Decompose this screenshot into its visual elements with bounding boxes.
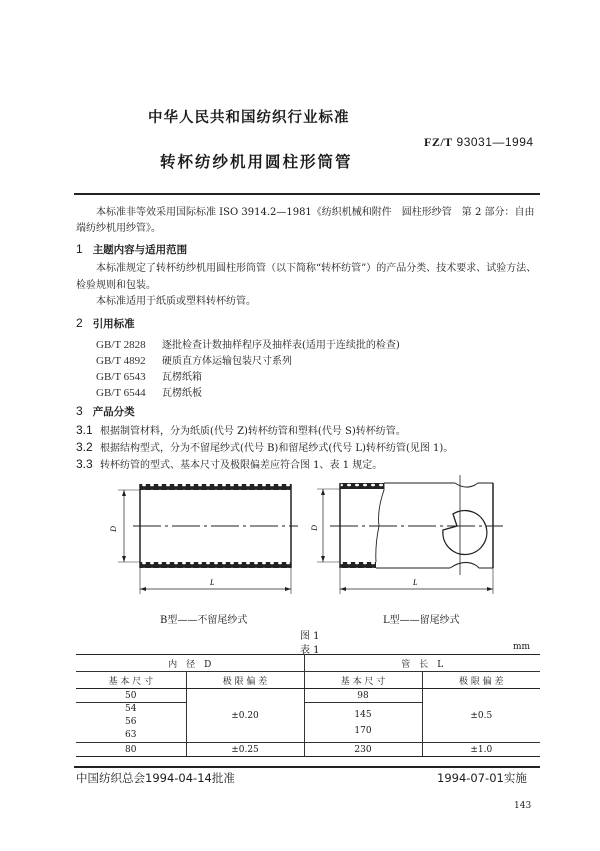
intro-line-1: 本标准非等效采用国际标准 ISO 3914.2—1981《纺织机械和附件 圆柱形纱管 第 2 部分：自由	[96, 207, 535, 218]
cell-d-basic: 50	[76, 689, 186, 703]
header-tube-length: 管 长 L	[304, 655, 540, 672]
section-1-para-1-cont: 检验规则和包装。	[76, 280, 156, 291]
label-d: D	[109, 526, 118, 532]
col-header-d-basic: 基 本 尺 寸	[76, 672, 186, 689]
section-1-heading: 1 主题内容与适用范围	[76, 242, 188, 256]
label-l: L	[413, 578, 418, 587]
cell-l-basic: 230	[304, 743, 422, 757]
reference-item: GB/T 2828 逐批检查计数抽样程序及抽样表(适用于连续批的检查)	[96, 339, 400, 351]
col-header-l-tolerance: 极 限 偏 差	[422, 672, 540, 689]
page-number: 143	[514, 801, 532, 811]
table-number: 表 1	[300, 645, 320, 656]
cell-l-basic: 98	[304, 689, 422, 703]
cell-l-basic: 145	[354, 709, 372, 720]
cell-d-tolerance: ±0.25	[186, 743, 304, 757]
cell-d-basic: 63	[76, 729, 186, 743]
document-title: 转杯纺纱机用圆柱形筒管	[160, 153, 353, 171]
figure-number: 图 1	[300, 631, 320, 642]
section-2-heading: 2 引用标准	[76, 316, 135, 330]
section-1-para-1: 本标准规定了转杯纺纱机用圆柱形筒管（以下简称“转杯纺管”）的产品分类、技术要求、试验方法、	[96, 263, 537, 274]
section-1-para-2: 本标准适用于纸质或塑料转杯纺管。	[96, 296, 256, 307]
cell-l-tolerance: ±0.5	[422, 689, 540, 743]
header-inner-diameter: 内 径 D	[76, 655, 304, 672]
table-unit: mm	[513, 642, 531, 652]
reference-item: GB/T 6543 瓦楞纸箱	[96, 371, 202, 383]
col-header-l-basic: 基 本 尺 寸	[304, 672, 422, 689]
approval-info: 中国纺织总会1994-04-14批准	[76, 771, 235, 785]
issuing-organization: 中华人民共和国纺织行业标准	[148, 110, 350, 126]
cell-d-basic: 56	[76, 716, 186, 729]
figure-b-type-tube	[100, 470, 320, 600]
figure-caption-l: L型——留尾纱式	[383, 615, 460, 626]
standard-code-prefix: FZ/T	[424, 135, 453, 149]
figure-caption-b: B型——不留尾纱式	[160, 615, 248, 626]
reference-item: GB/T 4892 硬质直方体运输包装尺寸系列	[96, 355, 292, 367]
footer-divider	[74, 766, 540, 768]
dimensions-table	[76, 654, 540, 757]
standard-code-number: 93031—1994	[456, 135, 534, 149]
section-3-heading: 3 产品分类	[76, 404, 135, 418]
cell-l-tolerance: ±1.0	[470, 744, 493, 755]
label-l: L	[210, 578, 215, 587]
label-d: D	[310, 525, 319, 531]
cell-l-basic-group	[304, 703, 422, 743]
reference-item: GB/T 6544 瓦楞纸板	[96, 387, 202, 399]
cell-d-basic: 80	[76, 743, 186, 757]
cell-l-basic: 170	[354, 725, 372, 736]
figure-l-type-tube	[305, 470, 525, 600]
col-header-d-tolerance: 极 限 偏 差	[186, 672, 304, 689]
clause-3-2: 3.2 根据结构型式，分为不留尾纱式(代号 B)和留尾纱式(代号 L)转杯纺管(见图 1)。	[76, 440, 454, 454]
cell-d-basic: 54	[76, 703, 186, 716]
header-divider	[74, 193, 540, 195]
implementation-date: 1994-07-01实施	[437, 771, 527, 785]
standard-code	[424, 135, 534, 150]
cell-d-tolerance: ±0.20	[186, 689, 304, 743]
clause-3-3: 3.3 转杯纺管的型式、基本尺寸及极限偏差应符合图 1、表 1 规定。	[76, 457, 383, 471]
clause-3-1: 3.1 根据制管材料，分为纸质(代号 Z)转杯纺管和塑料(代号 S)转杯纺管。	[76, 423, 406, 437]
intro-line-2: 端纺纱机用纱管》。	[76, 223, 161, 234]
